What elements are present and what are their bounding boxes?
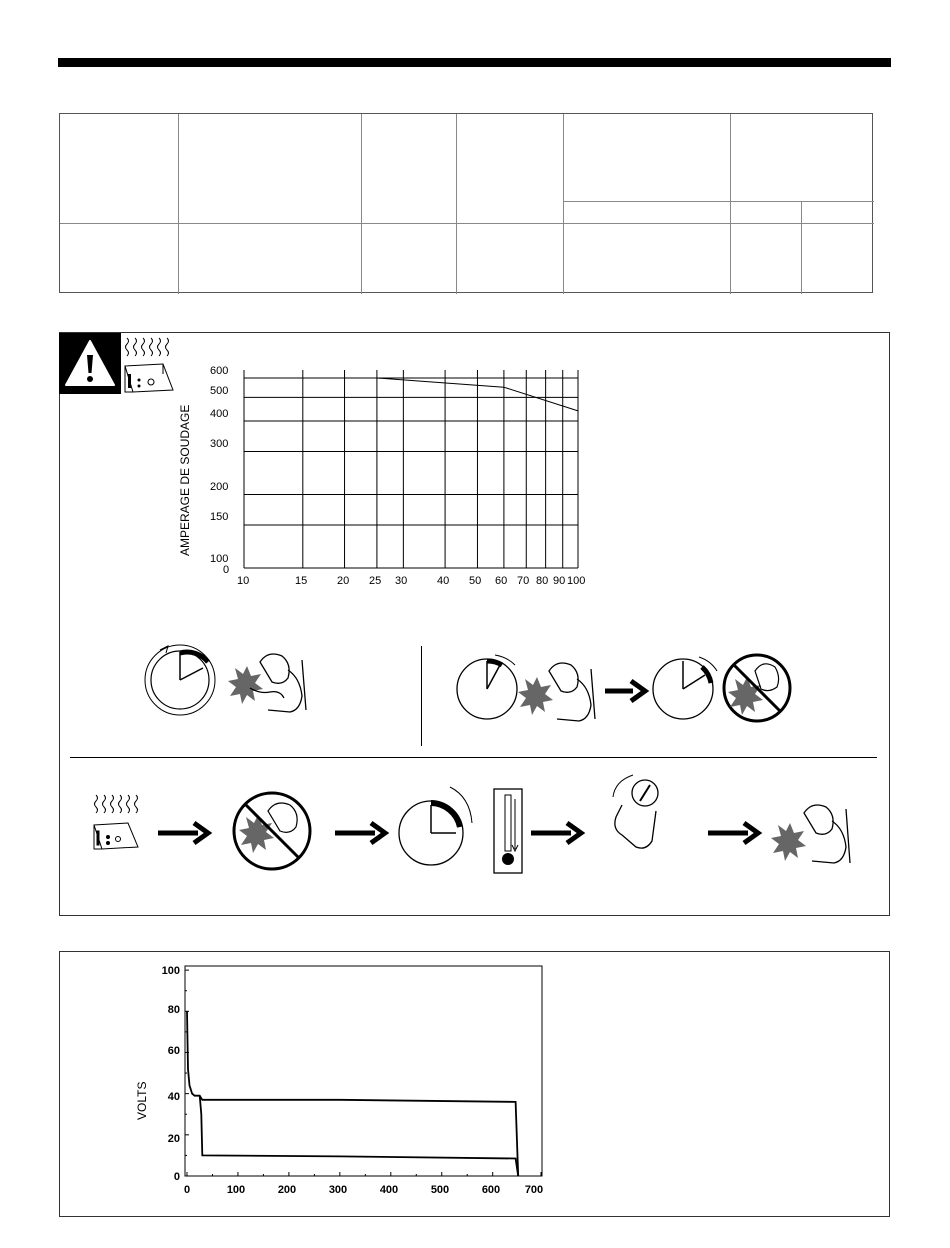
x-tick-400: 400 [379, 1184, 399, 1196]
y-tick-400: 400 [210, 408, 229, 420]
y-tick-40: 40 [167, 1091, 180, 1103]
clock-icon [653, 657, 717, 719]
welder-icon [771, 805, 850, 863]
volt-ampere-chart [130, 960, 550, 1200]
overheat-recovery-sequence [88, 765, 868, 880]
pictogram-divider [421, 646, 422, 746]
hand-knob-icon [613, 775, 658, 848]
x-tick-80: 80 [536, 575, 549, 587]
overheated-machine-icon [121, 334, 177, 394]
section-divider [70, 757, 877, 758]
arrow-icon [531, 823, 581, 843]
clock-icon [399, 787, 472, 865]
welder-icon [518, 663, 595, 721]
warning-badge [59, 333, 121, 394]
no-welding-icon [234, 793, 310, 869]
duty-exceeded-pictogram [455, 645, 795, 725]
volt-ampere-ylabel: VOLTS [135, 1081, 149, 1120]
duty-cycle-x-ticks [237, 575, 585, 587]
y-tick-0: 0 [223, 564, 230, 576]
y-tick-100: 100 [161, 965, 180, 977]
x-tick-40: 40 [437, 575, 450, 587]
x-tick-0: 0 [183, 1184, 191, 1196]
x-tick-60: 60 [495, 575, 508, 587]
volt-ampere-plot-frame [185, 966, 542, 1176]
volt-ampere-x-ticks [184, 1184, 543, 1196]
overheated-machine-icon [94, 795, 138, 849]
max-output-curve [187, 1011, 518, 1176]
header-rule [58, 58, 891, 67]
x-tick-500: 500 [430, 1184, 450, 1196]
x-tick-90: 90 [553, 575, 566, 587]
x-tick-100: 100 [226, 1184, 246, 1196]
x-tick-20: 20 [337, 575, 350, 587]
volt-ampere-y-ticks [162, 965, 180, 1183]
welder-icon [228, 654, 306, 712]
duty-cycle-ylabel: AMPERAGE DE SOUDAGE [178, 404, 192, 556]
x-tick-25: 25 [369, 575, 382, 587]
y-tick-200: 200 [210, 481, 229, 493]
arrow-icon [158, 823, 208, 843]
duty-cycle-chart [170, 360, 600, 600]
arrow-icon [335, 823, 385, 843]
y-tick-600: 600 [210, 365, 229, 377]
duty-cycle-grid [244, 370, 578, 568]
x-tick-300: 300 [328, 1184, 348, 1196]
x-tick-600: 600 [481, 1184, 501, 1196]
y-tick-100: 100 [210, 553, 229, 565]
x-tick-200: 200 [277, 1184, 297, 1196]
warning-triangle-icon [59, 333, 121, 394]
y-tick-500: 500 [210, 385, 229, 397]
clock-icon [457, 655, 517, 719]
y-tick-60: 60 [167, 1045, 180, 1057]
arrow-icon [708, 823, 758, 843]
specifications-table [59, 113, 873, 293]
clock-icon [145, 645, 215, 715]
y-tick-300: 300 [210, 438, 229, 450]
min-output-curve [200, 1096, 519, 1176]
x-tick-100: 100 [567, 575, 586, 587]
x-tick-10: 10 [237, 575, 250, 587]
thermometer-icon [494, 789, 522, 873]
x-tick-70: 70 [517, 575, 530, 587]
x-tick-30: 30 [395, 575, 408, 587]
y-tick-80: 80 [167, 1004, 180, 1016]
duty-cycle-y-ticks [210, 365, 229, 576]
arrow-head-icon [631, 681, 645, 701]
no-welding-icon [724, 655, 790, 721]
x-tick-700: 700 [524, 1184, 544, 1196]
x-tick-15: 15 [295, 575, 308, 587]
y-tick-20: 20 [167, 1133, 180, 1145]
continuous-duty-pictogram [140, 640, 420, 720]
volt-ampere-axis-ticks [185, 970, 541, 1176]
x-tick-50: 50 [469, 575, 482, 587]
y-tick-150: 150 [210, 511, 229, 523]
y-tick-0: 0 [173, 1171, 180, 1183]
